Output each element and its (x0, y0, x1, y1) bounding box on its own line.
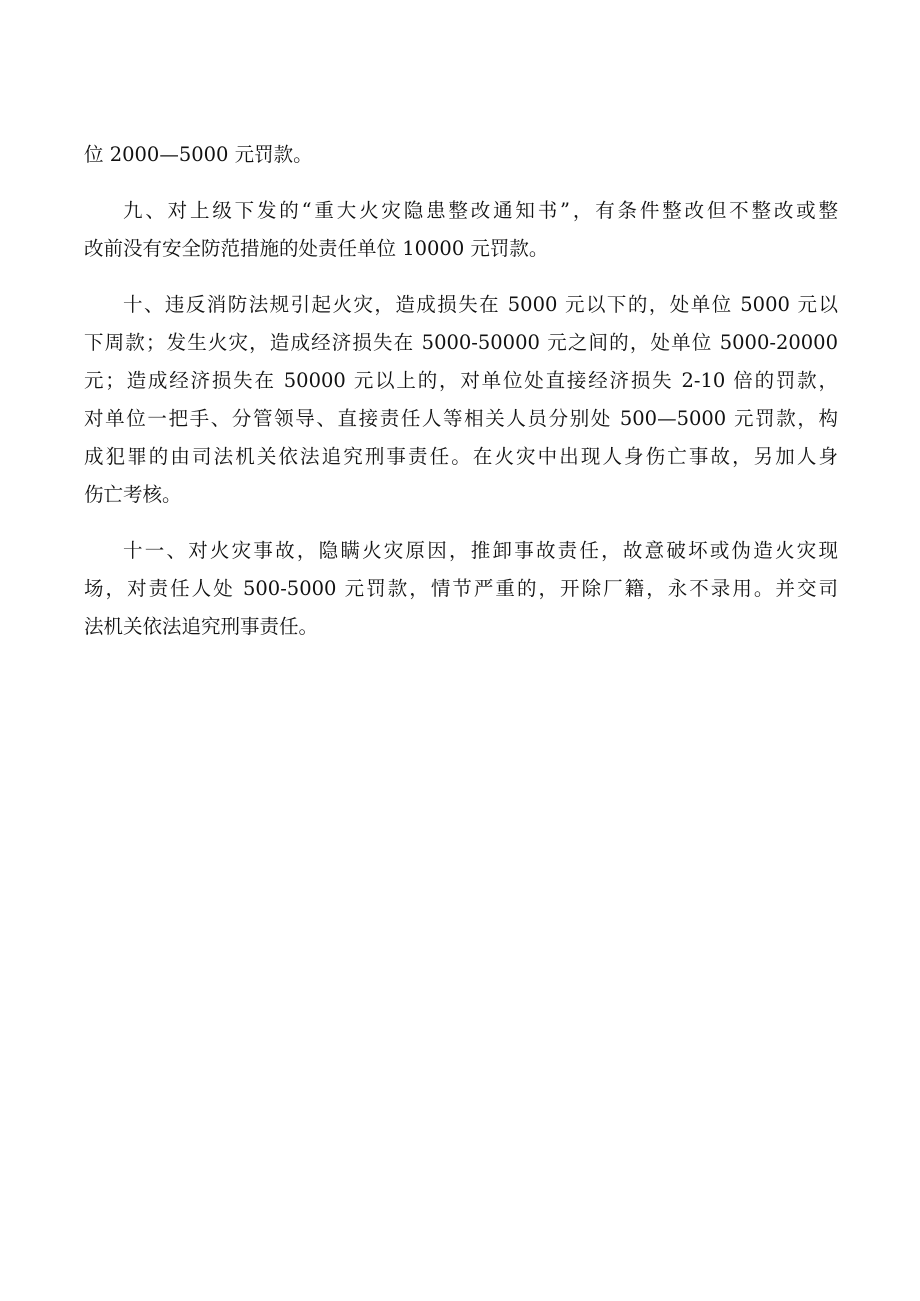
text-line: 改前没有安全防范措施的处责任单位 10000 元罚款。 (84, 237, 549, 260)
text-line: 场，对责任人处 500-5000 元罚款，情节严重的，开除厂籍，永不录用。并交司 (84, 577, 838, 600)
text-line: 九、对上级下发的“重大火灾隐患整改通知书”，有条件整改但不整改或整 (123, 199, 838, 222)
paragraph-spacing (84, 514, 838, 532)
paragraph-item-9 (84, 192, 838, 268)
text-line: 伤亡考核。 (84, 483, 182, 506)
text-line: 法机关依法追究刑事责任。 (84, 615, 319, 638)
text-line: 位 2000—5000 元罚款。 (84, 143, 313, 166)
paragraph-spacing (84, 268, 838, 286)
text-line: 元；造成经济损失在 50000 元以上的，对单位处直接经济损失 2-10 倍的罚款， (84, 369, 838, 392)
text-line: 对单位一把手、分管领导、直接责任人等相关人员分别处 500—5000 元罚款，构 (84, 407, 838, 430)
paragraph-item-10 (84, 286, 838, 514)
paragraph-continuation (84, 136, 838, 174)
paragraph-spacing (84, 174, 838, 192)
text-line: 下周款；发生火灾，造成经济损失在 5000-50000 元之间的，处单位 5000-20000 (84, 331, 838, 354)
text-line: 十一、对火灾事故，隐瞒火灾原因，推卸事故责任，故意破坏或伪造火灾现 (123, 539, 838, 562)
document-body (84, 136, 838, 646)
text-line: 成犯罪的由司法机关依法追究刑事责任。在火灾中出现人身伤亡事故，另加人身 (84, 445, 838, 468)
text-line: 十、违反消防法规引起火灾，造成损失在 5000 元以下的，处单位 5000 元以 (123, 293, 838, 316)
paragraph-item-11 (84, 532, 838, 646)
